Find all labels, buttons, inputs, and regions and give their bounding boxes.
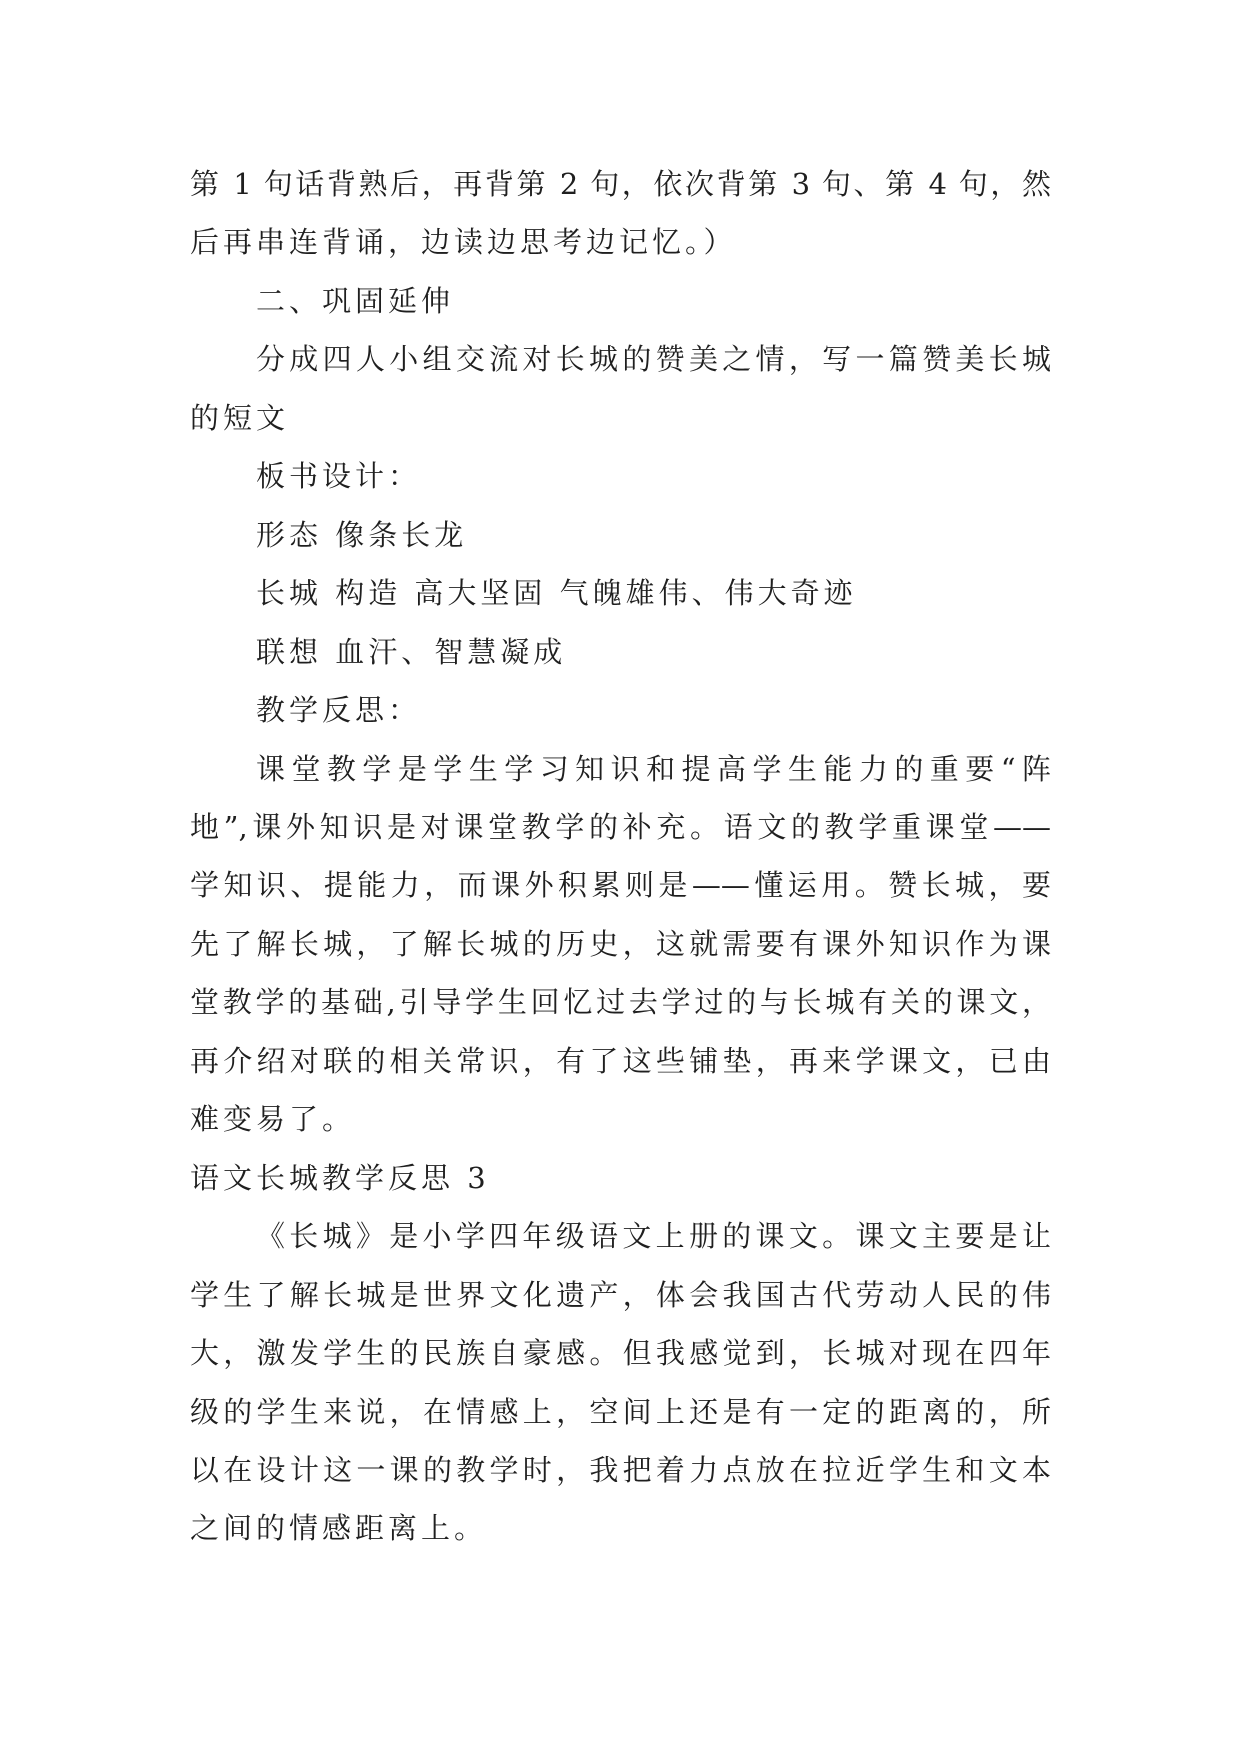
- text-line: 之间的情感距离上。: [190, 1511, 488, 1546]
- paragraph: [190, 740, 1051, 1149]
- text-line: 第 1 句话背熟后，再背第 2 句，依次背第 3 句、第 4 句，然: [190, 167, 1051, 201]
- text-line: 的短文: [190, 400, 290, 435]
- paragraph: [190, 1207, 1051, 1558]
- paragraph: [190, 155, 1051, 272]
- board-design-row: [190, 623, 1051, 681]
- text-line: 以在设计这一课的教学时，我把着力点放在拉近学生和文本: [190, 1452, 1051, 1487]
- section-heading-consolidate: [190, 272, 1051, 330]
- board-design-label: [190, 447, 1051, 505]
- text-line: 再介绍对联的相关常识，有了这些铺垫，再来学课文，已由: [190, 1043, 1051, 1078]
- section-title: [190, 1149, 1051, 1207]
- text-line: 长城 构造 高大坚固 气魄雄伟、伟大奇迹: [256, 576, 857, 611]
- board-design-row: [190, 564, 1051, 622]
- text-line: 大，激发学生的民族自豪感。但我感觉到，长城对现在四年: [190, 1336, 1051, 1371]
- text-line: 堂教学的基础,引导学生回忆过去学过的与长城有关的课文，: [190, 985, 1051, 1020]
- text-line: 级的学生来说，在情感上，空间上还是有一定的距离的，所: [190, 1394, 1051, 1429]
- text-line: 《长城》是小学四年级语文上册的课文。课文主要是让: [256, 1219, 1051, 1254]
- text-line: 学生了解长城是世界文化遗产，体会我国古代劳动人民的伟: [190, 1277, 1051, 1312]
- text-line: 学知识、提能力，而课外积累则是——懂运用。赞长城，要: [190, 868, 1051, 903]
- reflection-label: [190, 681, 1051, 739]
- text-line: 难变易了。: [190, 1102, 356, 1137]
- text-line: 先了解长城，了解长城的历史，这就需要有课外知识作为课: [190, 926, 1051, 961]
- text-line: 形态 像条长龙: [256, 517, 468, 552]
- text-line: 语文长城教学反思 3: [190, 1160, 490, 1195]
- paragraph: [190, 330, 1051, 447]
- text-line: 地”,课外知识是对课堂教学的补充。语文的教学重课堂——: [190, 809, 1051, 844]
- text-line: 后再串连背诵，边读边思考边记忆。）: [190, 225, 737, 260]
- text-line: 二、巩固延伸: [256, 283, 455, 318]
- text-line: 联想 血汗、智慧凝成: [256, 634, 567, 669]
- text-line: 分成四人小组交流对长城的赞美之情，写一篇赞美长城: [256, 342, 1051, 377]
- text-line: 教学反思：: [256, 693, 422, 728]
- document-page: [190, 155, 1051, 1558]
- text-line: 课堂教学是学生学习知识和提高学生能力的重要“阵: [256, 751, 1051, 786]
- board-design-row: [190, 506, 1051, 564]
- text-line: 板书设计：: [256, 459, 422, 494]
